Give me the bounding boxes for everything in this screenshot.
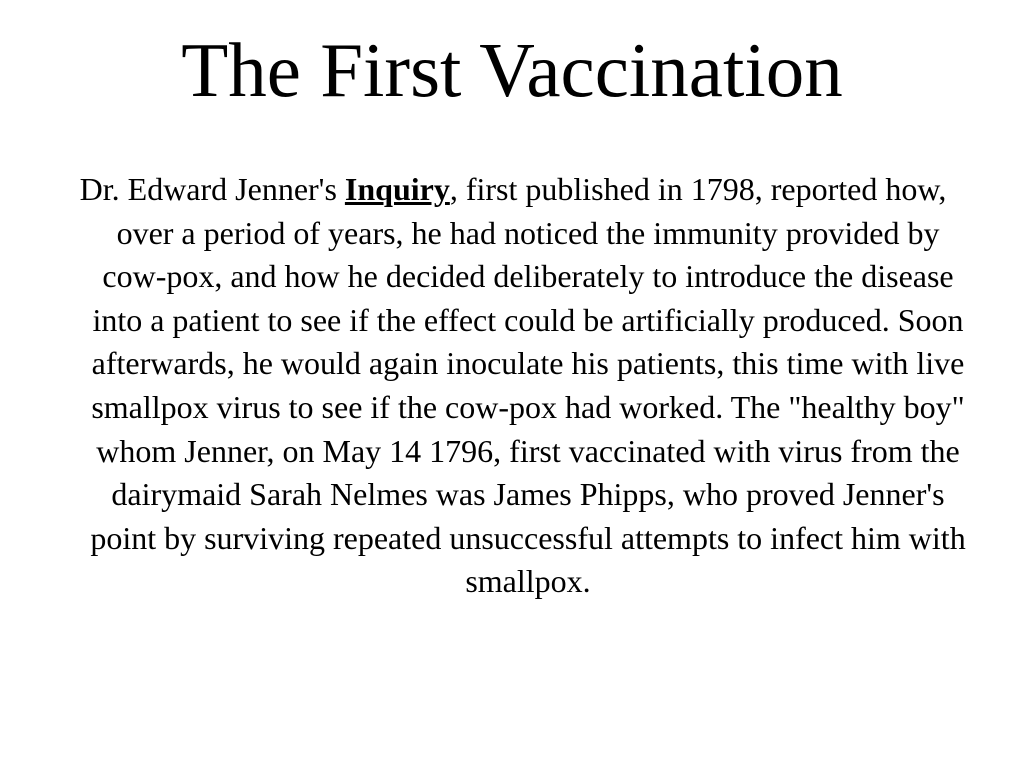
paragraph-text-rest: , first published in 1798, reported how, over a period of years, he had noticed the immunity provided by cow-pox, and how he decided deliberately to introduce the disease into a patient to see if the effect could be artificially produced. Soon afterwards, he would again inoculate his patients, this time with live smallpox virus to see if the cow-pox had worked. The "healthy boy" whom Jenner, on May 14 1796, first vaccinated with virus from the dairymaid Sarah Nelmes was James Phipps, who proved Jenner's point by surviving repeated unsuccessful attempts to infect him with smallpox. bbox=[90, 171, 966, 600]
paragraph-text-start: Dr. Edward Jenner's bbox=[79, 171, 345, 207]
inquiry-link[interactable]: Inquiry bbox=[344, 171, 450, 207]
slide-title: The First Vaccination bbox=[181, 27, 843, 113]
body-paragraph bbox=[79, 168, 970, 604]
